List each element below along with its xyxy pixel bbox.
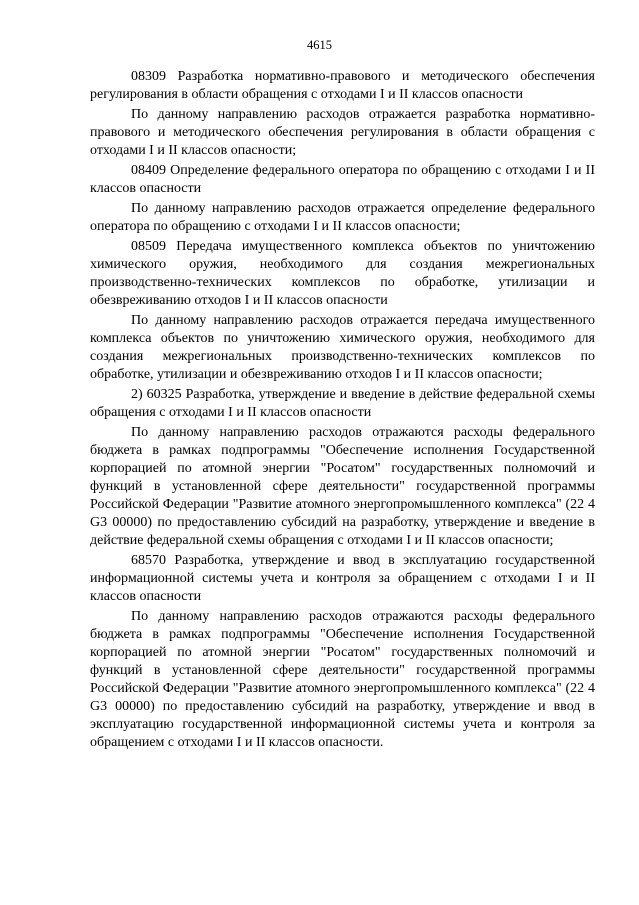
paragraph-60325-heading: 2) 60325 Разработка, утверждение и введение в действие федеральной схемы обращения с отходами I и II классов опасности <box>90 387 595 420</box>
paragraph-60325-description: По данному направлению расходов отражаются расходы федерального бюджета в рамках подпрограммы "Обеспечение исполнения Государственной корпорацией по атомной энергии "Росатом" государственных полномочий и функций в установленной сфере деятельности" государственной программы Российской Федерации "Развитие атомного энергопромышленного комплекса" (22 4 G3 00000) по предоставлению субсидий на разработку, утверждение и введение в действие федеральной схемы обращения с отходами I и II классов опасности; <box>90 425 595 548</box>
paragraph-08309-description: По данному направлению расходов отражается разработка нормативно-правового и методического обеспечения регулирования в области обращения с отходами I и II классов опасности; <box>90 107 595 158</box>
paragraph-08509-heading: 08509 Передача имущественного комплекса объектов по уничтожению химического оружия, необходимого для создания межрегиональных производственно-технических комплексов по обработке, утилизации и обезвреживанию отходов I и II классов опасности <box>90 239 595 308</box>
paragraph-08509-description: По данному направлению расходов отражается передача имущественного комплекса объектов по уничтожению химического оружия, необходимого для создания межрегиональных производственно-технических комплексов по обработке, утилизации и обезвреживанию отходов I и II классов опасности; <box>90 313 595 382</box>
paragraph-08409-heading: 08409 Определение федерального оператора по обращению с отходами I и II классов опасности <box>90 163 595 196</box>
paragraph-08409-description: По данному направлению расходов отражается определение федерального оператора по обращению с отходами I и II классов опасности; <box>90 201 595 234</box>
paragraph-68570-heading: 68570 Разработка, утверждение и ввод в эксплуатацию государственной информационной системы учета и контроля за обращением с отходами I и II классов опасности <box>90 553 595 604</box>
page-number: 4615 <box>307 38 332 52</box>
paragraph-68570-description: По данному направлению расходов отражаются расходы федерального бюджета в рамках подпрограммы "Обеспечение исполнения Государственной корпорацией по атомной энергии "Росатом" государственных полномочий и функций в установленной сфере деятельности" государственной программы Российской Федерации "Развитие атомного энергопромышленного комплекса" (22 4 G3 00000) по предоставлению субсидий на разработку, утверждение и ввод в эксплуатацию государственной информационной системы учета и контроля за обращением с отходами I и II классов опасности. <box>90 609 595 750</box>
document-body <box>90 68 595 754</box>
paragraph-08309-heading: 08309 Разработка нормативно-правового и методического обеспечения регулирования в области обращения с отходами I и II классов опасности <box>90 69 595 102</box>
